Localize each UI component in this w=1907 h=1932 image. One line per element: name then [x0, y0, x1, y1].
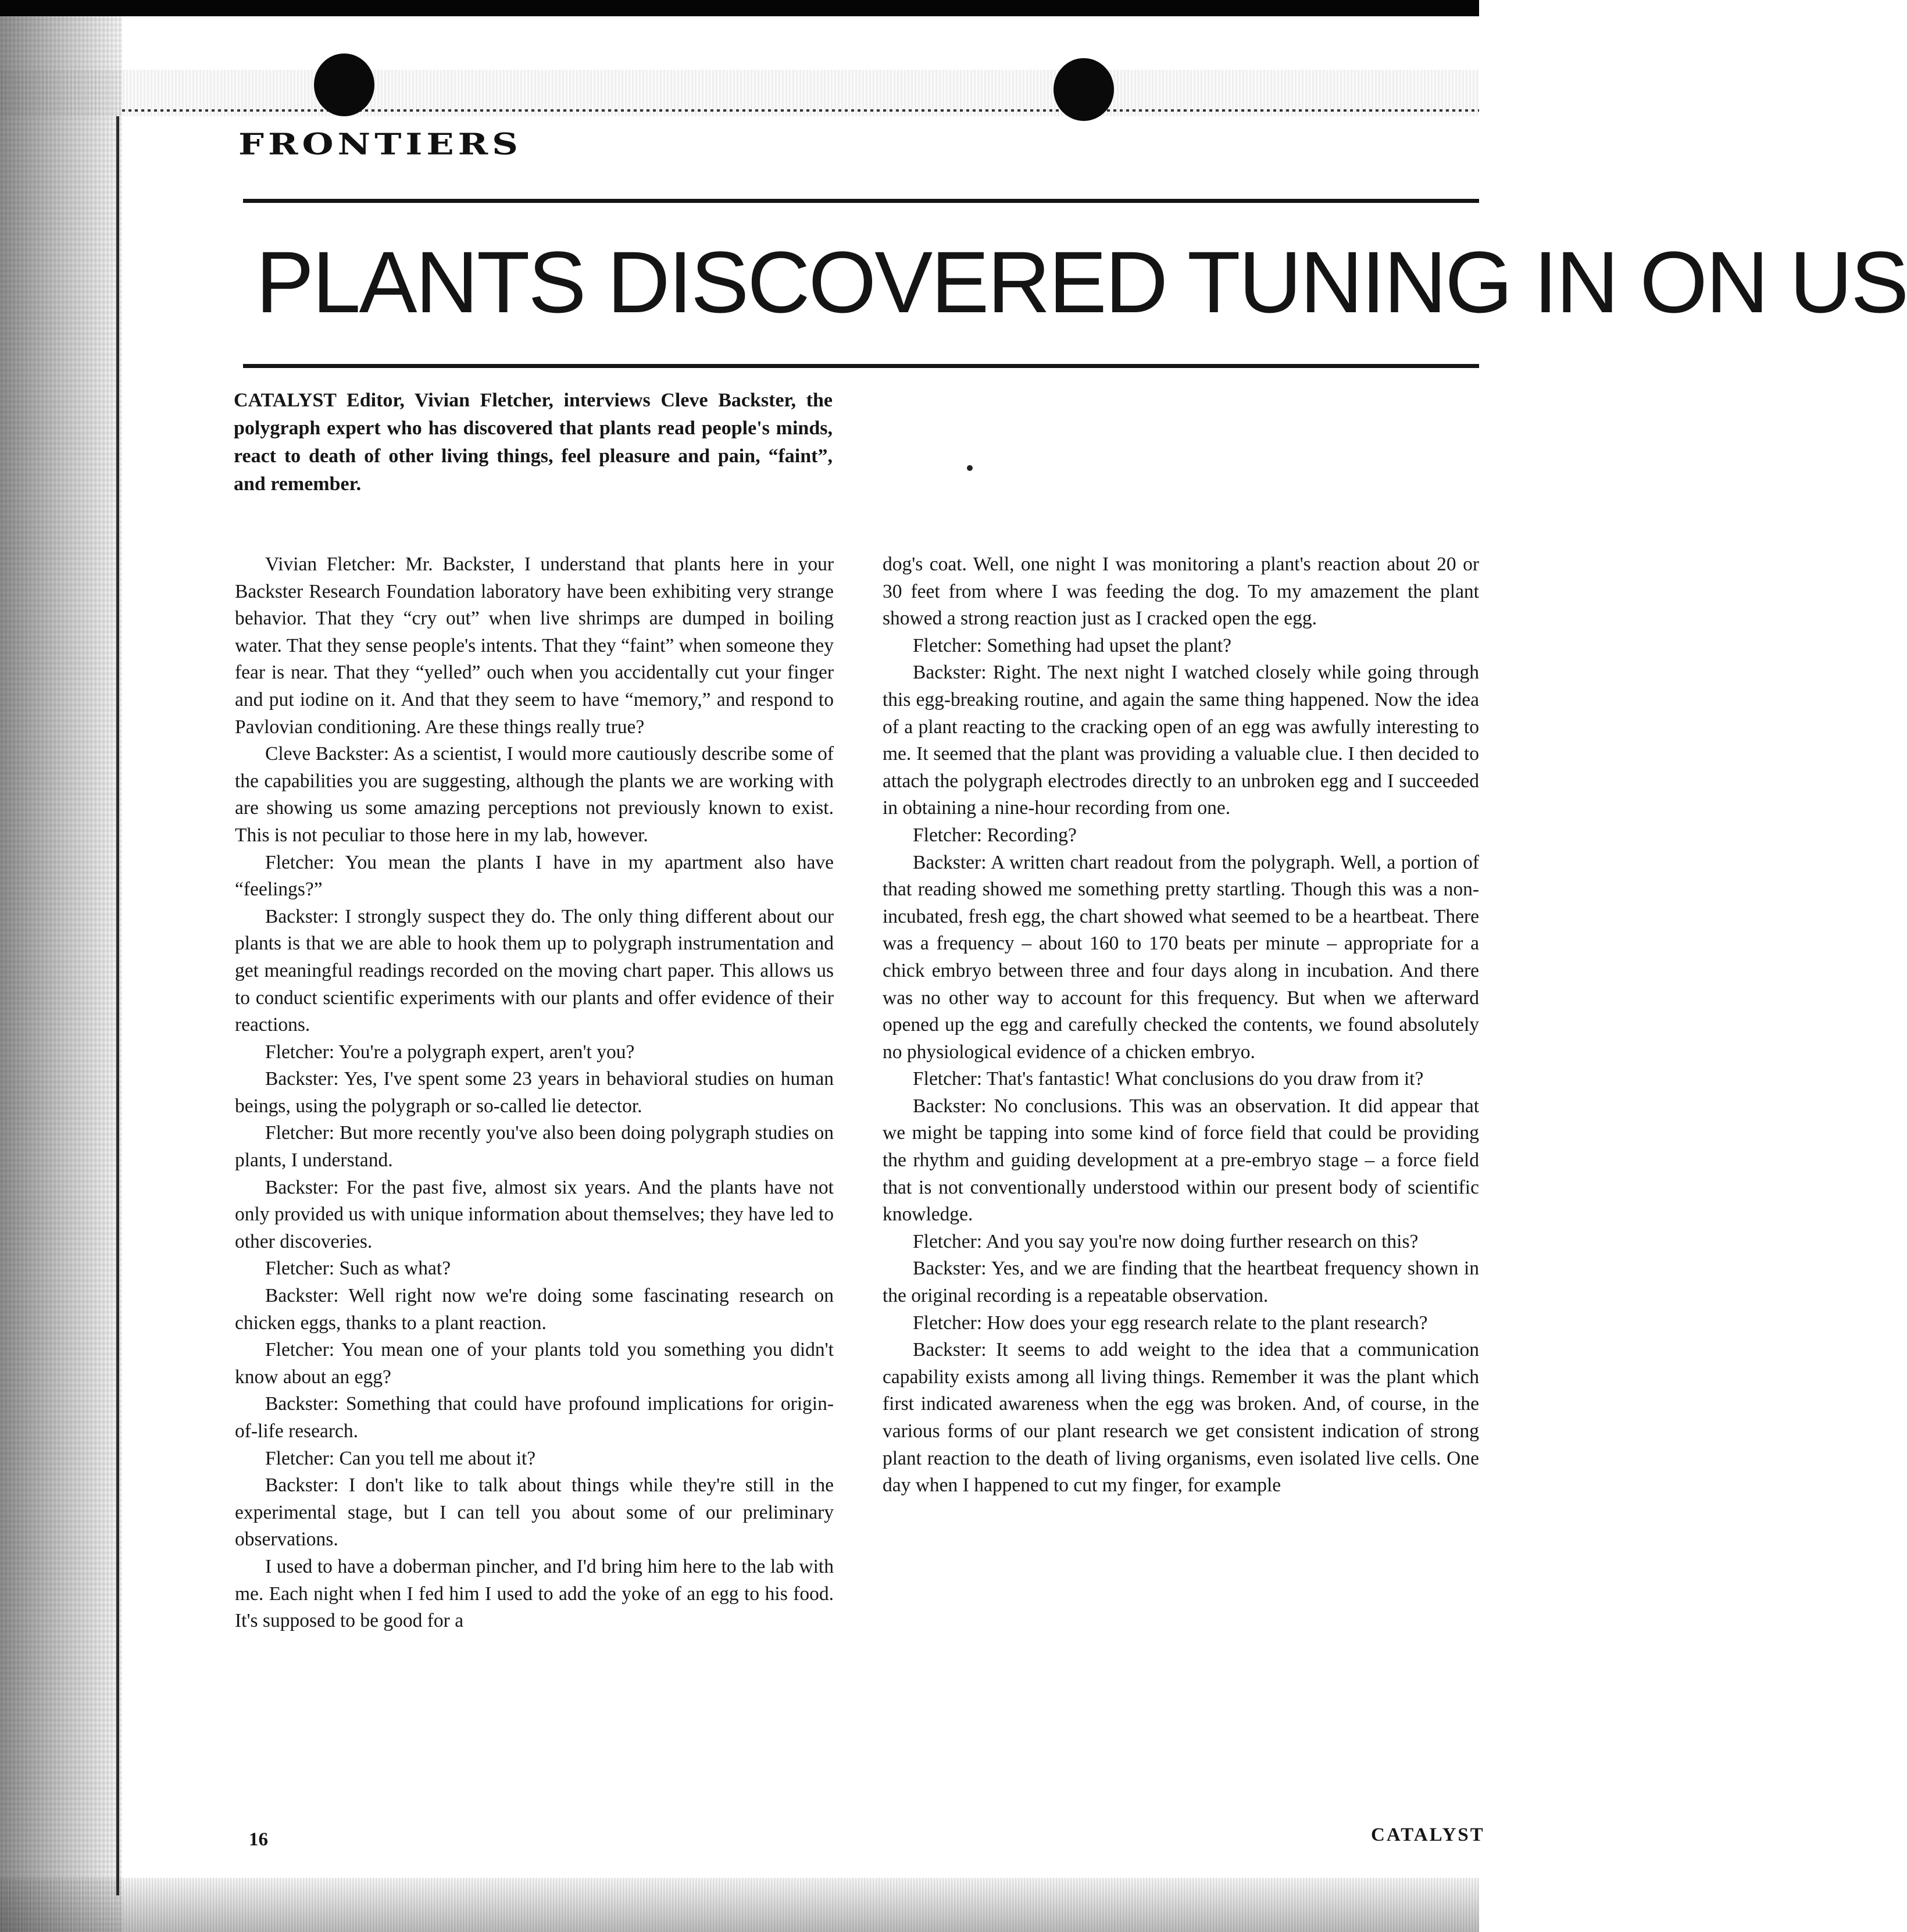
paragraph: Fletcher: You mean one of your plants told you something you didn't know about an egg? [235, 1339, 834, 1388]
paragraph: Fletcher: How does your egg research relate to the plant research? [913, 1312, 1428, 1334]
paragraph: Fletcher: Can you tell me about it? [265, 1447, 536, 1469]
paragraph: Fletcher: Such as what? [265, 1258, 451, 1280]
paragraph: Fletcher: Something had upset the plant? [913, 634, 1231, 656]
paragraph: Backster: Yes, and we are finding that the heartbeat frequency shown in the original recording is a repeatable observation. [883, 1258, 1479, 1307]
paragraph: Backster: Right. The next night I watched closely while going through this egg-breaking routine, and again the same thing happened. Now the idea of a plant reacting to the cracking open of an egg was awfully interesting to me. It seemed that the plant was providing a valuable clue. I then decided to attach the polygraph electrodes directly to an unbroken egg and I succeeded in obtaining a nine-hour recording from one. [883, 662, 1479, 819]
article-column-left [235, 551, 834, 1635]
paragraph: I used to have a doberman pincher, and I'd bring him here to the lab with me. Each night when I fed him I used to add the yoke of an egg to his food. It's supposed to be good for a [235, 1555, 834, 1632]
intro-deck: CATALYST Editor, Vivian Fletcher, interviews Cleve Backster, the polygraph expert who has discovered that plants read people's minds, react to death of other living things, feel pleasure and pain, “faint”, and remember. [234, 390, 833, 495]
paragraph: Backster: I strongly suspect they do. The only thing different about our plants is that we are able to hook them up to polygraph instrumentation and get meaningful readings recorded on the moving chart paper. This allows us to conduct scientific experiments with our plants and offer evidence of their reactions. [235, 905, 834, 1036]
paragraph: Cleve Backster: As a scientist, I would more cautiously describe some of the capabilities you are suggesting, although the plants we are working with are showing us some amazing perceptions not previously known to exist. This is not peculiar to those here in my lab, however. [235, 743, 834, 846]
scan-bottom-edge [0, 1878, 1479, 1932]
header-rule-bottom [243, 364, 1479, 368]
paragraph: Backster: For the past five, almost six years. And the plants have not only provided us with unique information about themselves; they have led to other discoveries. [235, 1176, 834, 1252]
paragraph: Backster: A written chart readout from the polygraph. Well, a portion of that reading showed me something pretty startling. Though this was a non-incubated, fresh egg, the chart showed what seemed to be a heartbeat. There was a frequency – about 160 to 170 beats per minute – appropriate for a chick embryo between three and four days along in incubation. And there was no other way to account for this frequency. But when we afterward opened up the egg and carefully checked the contents, we found absolutely no physiological evidence of a chicken embryo. [883, 851, 1479, 1063]
page-left-border [116, 116, 119, 1895]
paragraph: Backster: It seems to add weight to the idea that a communication capability exists among all living things. Remember it was the plant which first indicated awareness when the egg was broken. And, of course, in the various forms of our plant research we get consistent indication of strong plant reaction to the death of living organisms, even isolated live cells. One day when I happened to cut my finger, for example [883, 1339, 1479, 1497]
header-rule-top [243, 199, 1479, 203]
paragraph: Vivian Fletcher: Mr. Backster, I understand that plants here in your Backster Research Foundation laboratory have been exhibiting very strange behavior. That they “cry out” when live shrimps are dumped in boiling water. That they sense people's intents. That they “faint” when someone they fear is near. That they “yelled” ouch when you accidentally cut your finger and put iodine on it. And that they seem to have “memory,” and respond to Pavlovian conditioning. Are these things really true? [235, 553, 834, 738]
punch-hole-right [1054, 58, 1114, 121]
scan-speck [967, 465, 973, 471]
scan-left-edge [0, 16, 122, 1932]
paragraph: Fletcher: That's fantastic! What conclusions do you draw from it? [913, 1068, 1424, 1090]
paragraph: Backster: I don't like to talk about things while they're still in the experimental stage, but I can tell you about some of our preliminary observations. [235, 1474, 834, 1551]
paragraph: Backster: Yes, I've spent some 23 years in behavioral studies on human beings, using the polygraph or so-called lie detector. [235, 1068, 834, 1117]
article-column-right [883, 551, 1479, 1499]
headline: PLANTS DISCOVERED TUNING IN ON US [256, 233, 1907, 331]
paragraph: Fletcher: But more recently you've also been doing polygraph studies on plants, I understand. [235, 1122, 834, 1172]
paragraph: Backster: Well right now we're doing some fascinating research on chicken eggs, thanks to a plant reaction. [235, 1285, 834, 1334]
paragraph: Fletcher: Recording? [913, 824, 1077, 846]
paragraph: Fletcher: You're a polygraph expert, aren't you? [265, 1041, 635, 1063]
paragraph: Fletcher: You mean the plants I have in my apartment also have “feelings?” [235, 851, 834, 901]
paragraph: Fletcher: And you say you're now doing further research on this? [913, 1230, 1419, 1252]
paragraph-continued: dog's coat. Well, one night I was monitoring a plant's reaction about 20 or 30 feet from where I was feeding the dog. To my amazement the plant showed a strong reaction just as I cracked open the egg. [883, 553, 1479, 630]
scan-top-edge [0, 0, 1479, 16]
magazine-name: CATALYST [1371, 1824, 1485, 1845]
page-number: 16 [249, 1829, 268, 1850]
section-logo: FRONTIERS [238, 127, 522, 162]
paragraph: Backster: Something that could have profound implications for origin-of-life research. [235, 1393, 834, 1442]
paragraph: Backster: No conclusions. This was an observation. It did appear that we might be tapping into some kind of force field that could be providing the rhythm and guiding development at a pre-embryo stage – a force field that is not conventionally understood within our present body of scientific knowledge. [883, 1095, 1479, 1226]
punch-hole-left [314, 53, 374, 116]
